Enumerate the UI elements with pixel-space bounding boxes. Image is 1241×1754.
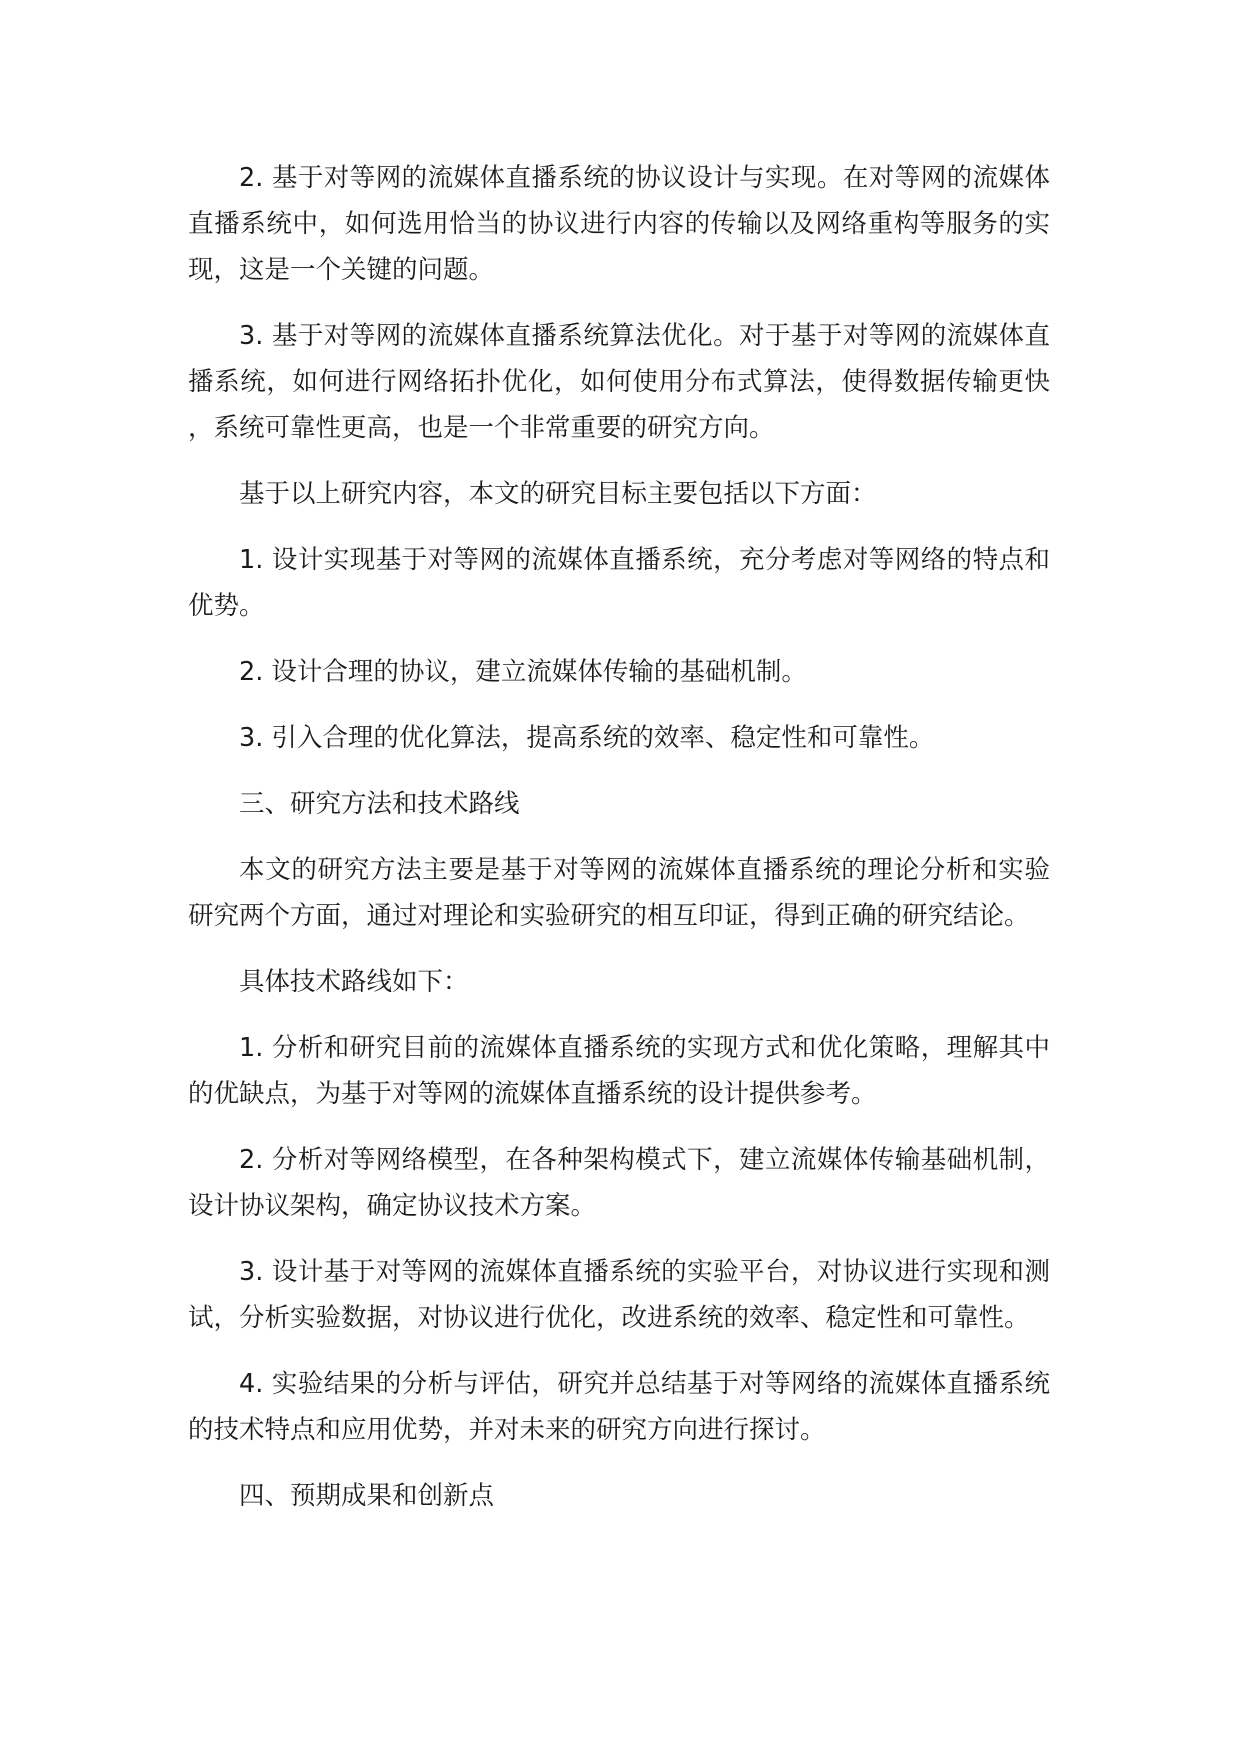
paragraph-algorithm-optimization: 3. 基于对等网的流媒体直播系统算法优化。对于基于对等网的流媒体直播系统，如何进行网络拓扑优化，如何使用分布式算法，使得数据传输更快，系统可靠性更高，也是一个非常重要的研究方向。 (188, 321, 1050, 443)
paragraph-protocol-design: 2. 基于对等网的流媒体直播系统的协议设计与实现。在对等网的流媒体直播系统中，如何选用恰当的协议进行内容的传输以及网络重构等服务的实现，这是一个关键的问题。 (188, 163, 1050, 285)
paragraph-goal-3: 3. 引入合理的优化算法，提高系统的效率、稳定性和可靠性。 (239, 723, 935, 753)
paragraph-goal-1: 1. 设计实现基于对等网的流媒体直播系统，充分考虑对等网络的特点和优势。 (188, 545, 1050, 621)
paragraph-route-step-1: 1. 分析和研究目前的流媒体直播系统的实现方式和优化策略，理解其中的优缺点，为基于对等网的流媒体直播系统的设计提供参考。 (188, 1033, 1050, 1109)
paragraph-research-method: 本文的研究方法主要是基于对等网的流媒体直播系统的理论分析和实验研究两个方面，通过对理论和实验研究的相互印证，得到正确的研究结论。 (188, 855, 1050, 931)
paragraph-technical-route-intro: 具体技术路线如下： (239, 967, 469, 997)
section-heading-expected-results: 四、预期成果和创新点 (239, 1481, 495, 1511)
document-page (188, 155, 1050, 1539)
paragraph-route-step-4: 4. 实验结果的分析与评估，研究并总结基于对等网络的流媒体直播系统的技术特点和应用优势，并对未来的研究方向进行探讨。 (188, 1369, 1050, 1445)
paragraph-route-step-3: 3. 设计基于对等网的流媒体直播系统的实验平台，对协议进行实现和测试，分析实验数据，对协议进行优化，改进系统的效率、稳定性和可靠性。 (188, 1257, 1050, 1333)
paragraph-route-step-2: 2. 分析对等网络模型，在各种架构模式下，建立流媒体传输基础机制，设计协议架构，确定协议技术方案。 (188, 1145, 1050, 1221)
paragraph-research-goals-intro: 基于以上研究内容，本文的研究目标主要包括以下方面： (239, 479, 877, 509)
paragraph-goal-2: 2. 设计合理的协议，建立流媒体传输的基础机制。 (239, 657, 807, 687)
section-heading-methods: 三、研究方法和技术路线 (239, 789, 520, 819)
